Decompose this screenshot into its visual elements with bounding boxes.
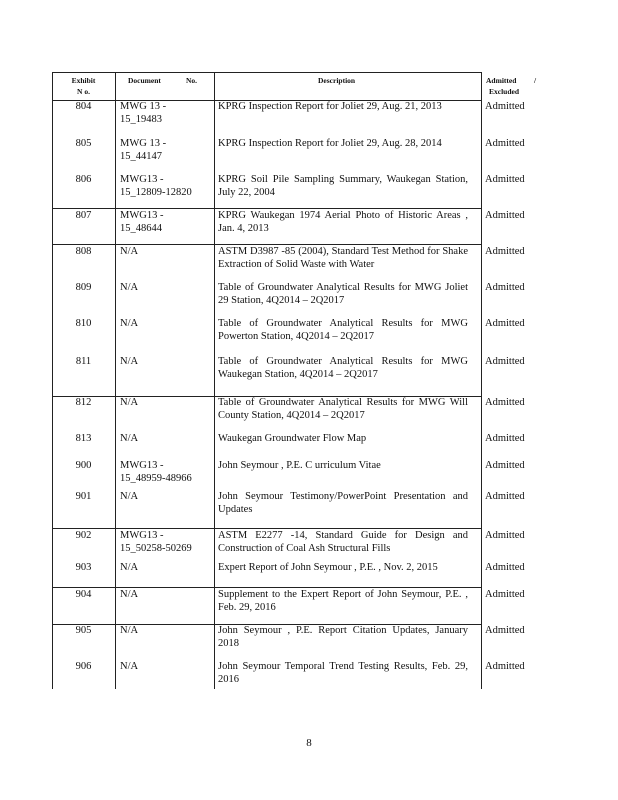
description-text: Table of Groundwater Analytical Results for MWG Joliet 29 Station, 4Q2014 – 2Q2017 (218, 282, 468, 306)
document-number: N/A (120, 282, 139, 293)
exhibit-number: 811 (75, 356, 92, 367)
admission-status: Admitted (485, 589, 525, 600)
document-number: N/A (120, 562, 139, 573)
exhibit-number: 804 (75, 101, 92, 112)
row-divider (52, 528, 482, 529)
admission-status: Admitted (485, 397, 525, 408)
exhibit-number: 905 (75, 625, 92, 636)
document-number: N/A (120, 433, 139, 444)
table-row (52, 318, 542, 342)
header-exhibit (52, 75, 115, 97)
exhibit-number: 807 (75, 210, 92, 221)
admission-status: Admitted (485, 174, 525, 185)
table-row (52, 246, 542, 270)
exhibit-number: 813 (75, 433, 92, 444)
exhibit-number: 906 (75, 661, 92, 672)
header-admitted: Admitted (486, 76, 517, 85)
admission-status: Admitted (485, 562, 525, 573)
description-text: Table of Groundwater Analytical Results for MWG Powerton Station, 4Q2014 – 2Q2017 (218, 318, 468, 342)
description-text: John Seymour Temporal Trend Testing Results, Feb. 29, 2016 (218, 661, 468, 685)
table-row (52, 491, 542, 515)
document-number: N/A (120, 318, 139, 329)
exhibit-number: 901 (75, 491, 92, 502)
exhibit-number: 805 (75, 138, 92, 149)
description-text: KPRG Waukegan 1974 Aerial Photo of Historic Areas , Jan. 4, 2013 (218, 210, 468, 234)
document-number: MWG13 - 15_50258-50269 (120, 530, 192, 554)
description-text: KPRG Inspection Report for Joliet 29, Aug. 21, 2013 (218, 101, 442, 112)
row-divider (52, 587, 482, 588)
header-exhibit-line1: Exhibit (71, 76, 96, 85)
description-text: Waukegan Groundwater Flow Map (218, 433, 367, 444)
exhibit-number: 903 (75, 562, 92, 573)
description-text: KPRG Soil Pile Sampling Summary, Waukegan Station, July 22, 2004 (218, 174, 468, 198)
row-divider (52, 208, 482, 209)
admission-status: Admitted (485, 491, 525, 502)
document-number: MWG13 - 15_12809-12820 (120, 174, 192, 198)
exhibit-number: 810 (75, 318, 92, 329)
exhibit-number: 806 (75, 174, 92, 185)
description-text: Table of Groundwater Analytical Results for MWG Will County Station, 4Q2014 – 2Q2017 (218, 397, 468, 421)
document-number: N/A (120, 246, 139, 257)
exhibit-number: 812 (75, 397, 92, 408)
table-row (52, 589, 542, 613)
admission-status: Admitted (485, 356, 525, 367)
admission-status: Admitted (485, 460, 525, 471)
admission-status: Admitted (485, 661, 525, 672)
exhibit-number: 904 (75, 589, 92, 600)
description-text: Table of Groundwater Analytical Results for MWG Waukegan Station, 4Q2014 – 2Q2017 (218, 356, 468, 380)
table-top-border (52, 72, 482, 73)
description-text: Supplement to the Expert Report of John Seymour, P.E. , Feb. 29, 2016 (218, 589, 468, 613)
document-number: N/A (120, 661, 139, 672)
header-excluded: Excluded (489, 87, 520, 96)
admission-status: Admitted (485, 282, 525, 293)
admission-status: Admitted (485, 625, 525, 636)
row-divider (52, 244, 482, 245)
description-text: Expert Report of John Seymour , P.E. , Nov. 2, 2015 (218, 562, 438, 573)
admission-status: Admitted (485, 318, 525, 329)
description-text: ASTM D3987 -85 (2004), Standard Test Method for Shake Extraction of Solid Waste with Water (218, 246, 468, 270)
document-number: MWG13 - 15_48644 (120, 210, 164, 234)
table-row (52, 138, 542, 162)
admission-status: Admitted (485, 138, 525, 149)
exhibit-number: 809 (75, 282, 92, 293)
document-number: N/A (120, 356, 139, 367)
description-text: KPRG Inspection Report for Joliet 29, Aug. 28, 2014 (218, 138, 442, 149)
description-text: John Seymour Testimony/PowerPoint Presentation and Updates (218, 491, 468, 515)
table-row (52, 433, 542, 444)
admission-status: Admitted (485, 246, 525, 257)
table-row (52, 282, 542, 306)
admission-status: Admitted (485, 433, 525, 444)
table-row (52, 356, 542, 380)
table-row (52, 174, 542, 198)
exhibit-number: 808 (75, 246, 92, 257)
header-description: Description (318, 76, 356, 85)
admission-status: Admitted (485, 530, 525, 541)
header-document-no: No. (186, 76, 198, 85)
document-number: MWG 13 - 15_19483 (120, 101, 167, 125)
table-row (52, 397, 542, 421)
exhibit-number: 900 (75, 460, 92, 471)
table-row (52, 101, 542, 125)
table-divider-exhibit (115, 72, 116, 689)
document-number: MWG13 - 15_48959-48966 (120, 460, 192, 484)
table-row (52, 210, 542, 234)
header-slash: / (534, 76, 537, 85)
table-row (52, 562, 542, 573)
description-text: ASTM E2277 -14, Standard Guide for Design and Construction of Coal Ash Structural Fills (218, 530, 468, 554)
table-row (52, 661, 542, 685)
document-number: N/A (120, 589, 139, 600)
exhibit-number: 902 (75, 530, 92, 541)
table-row (52, 530, 542, 554)
document-number: N/A (120, 625, 139, 636)
table-row (52, 460, 542, 484)
page-number: 8 (306, 737, 312, 749)
description-text: John Seymour , P.E. C urriculum Vitae (218, 460, 381, 471)
header-exhibit-line2: N o. (77, 87, 90, 96)
document-number: MWG 13 - 15_44147 (120, 138, 167, 162)
document-number: N/A (120, 491, 139, 502)
admission-status: Admitted (485, 210, 525, 221)
description-text: John Seymour , P.E. Report Citation Updates, January 2018 (218, 625, 468, 649)
admission-status: Admitted (485, 101, 525, 112)
document-number: N/A (120, 397, 139, 408)
header-document: Document (128, 76, 161, 85)
table-row (52, 625, 542, 649)
table-divider-description (481, 72, 482, 689)
